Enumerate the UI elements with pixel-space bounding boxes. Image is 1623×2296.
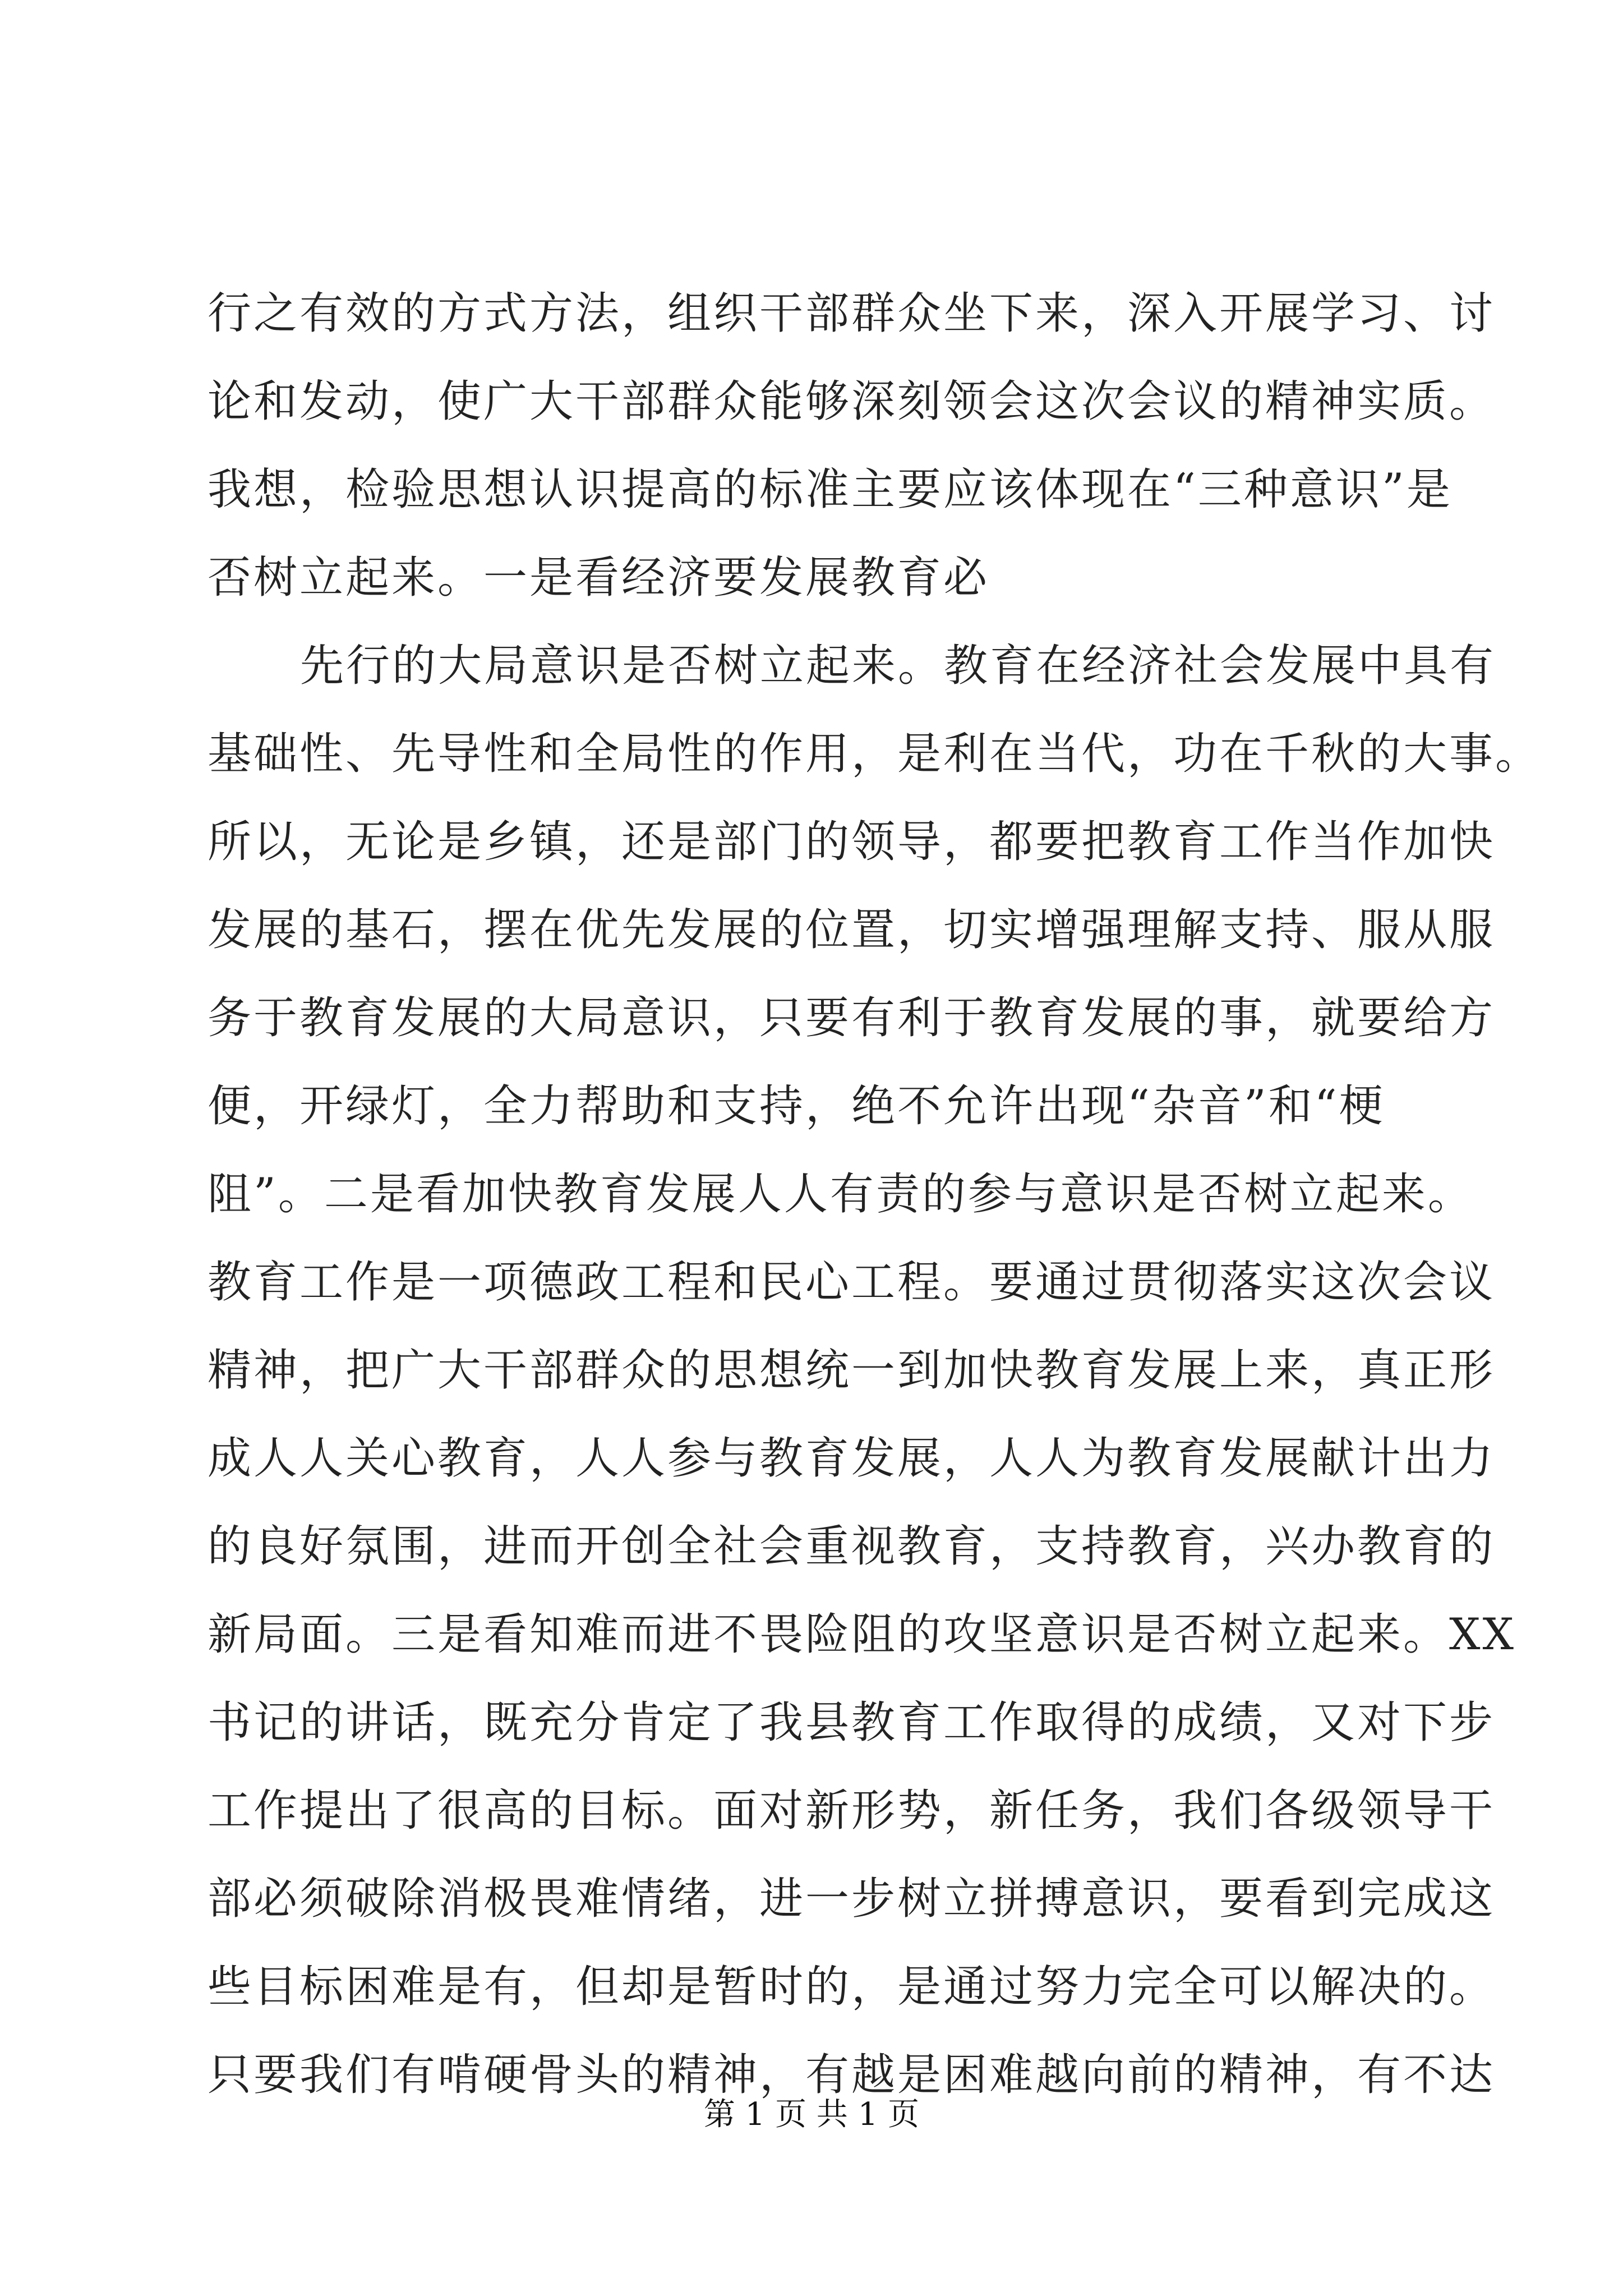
text-line: 成人人关心教育，人人参与教育发展，人人为教育发展献计出力 [208, 1433, 1496, 1484]
paragraph-first-line: 先行的大局意识是否树立起来。教育在经济社会发展中具有 [300, 641, 1496, 691]
text-line: 只要我们有啃硬骨头的精神，有越是困难越向前的精神，有不达 [208, 2050, 1496, 2100]
text-line: 基础性、先导性和全局性的作用，是利在当代，功在千秋的大事。 [208, 729, 1542, 779]
text-line: 些目标困难是有，但却是暂时的，是通过努力完全可以解决的。 [208, 1962, 1496, 2012]
text-line: 阻”。二是看加快教育发展人人有责的参与意识是否树立起来。 [208, 1169, 1474, 1220]
page-footer [0, 2090, 1623, 2134]
text-line: 精神，把广大干部群众的思想统一到加快教育发展上来，真正形 [208, 1345, 1496, 1396]
text-line: 部必须破除消极畏难情绪，进一步树立拼搏意识，要看到完成这 [208, 1874, 1496, 1924]
text-line: 否树立起来。一是看经济要发展教育必 [208, 553, 990, 603]
text-line: 书记的讲话，既充分肯定了我县教育工作取得的成绩，又对下步 [208, 1697, 1496, 1748]
text-line: 便，开绿灯，全力帮助和支持，绝不允许出现“杂音”和“梗 [208, 1081, 1385, 1131]
text-line: 务于教育发展的大局意识，只要有利于教育发展的事，就要给方 [208, 993, 1496, 1043]
text-line: 所以，无论是乡镇，还是部门的领导，都要把教育工作当作加快 [208, 817, 1496, 867]
text-line: 行之有效的方式方法，组织干部群众坐下来，深入开展学习、讨 [208, 288, 1496, 339]
text-line: 的良好氛围，进而开创全社会重视教育，支持教育，兴办教育的 [208, 1521, 1496, 1572]
text-line: 教育工作是一项德政工程和民心工程。要通过贯彻落实这次会议 [208, 1257, 1496, 1308]
text-line: 发展的基石，摆在优先发展的位置，切实增强理解支持、服从服 [208, 905, 1496, 955]
text-line: 工作提出了很高的目标。面对新形势，新任务，我们各级领导干 [208, 1786, 1496, 1836]
text-line: 我想，检验思想认识提高的标准主要应该体现在“三种意识”是 [208, 464, 1453, 515]
text-line: 新局面。三是看知难而进不畏险阻的攻坚意识是否树立起来。XX [208, 1609, 1516, 1660]
page-number-label: 第 1 页 共 1 页 [703, 2096, 920, 2133]
text-line: 论和发动，使广大干部群众能够深刻领会这次会议的精神实质。 [208, 376, 1496, 427]
